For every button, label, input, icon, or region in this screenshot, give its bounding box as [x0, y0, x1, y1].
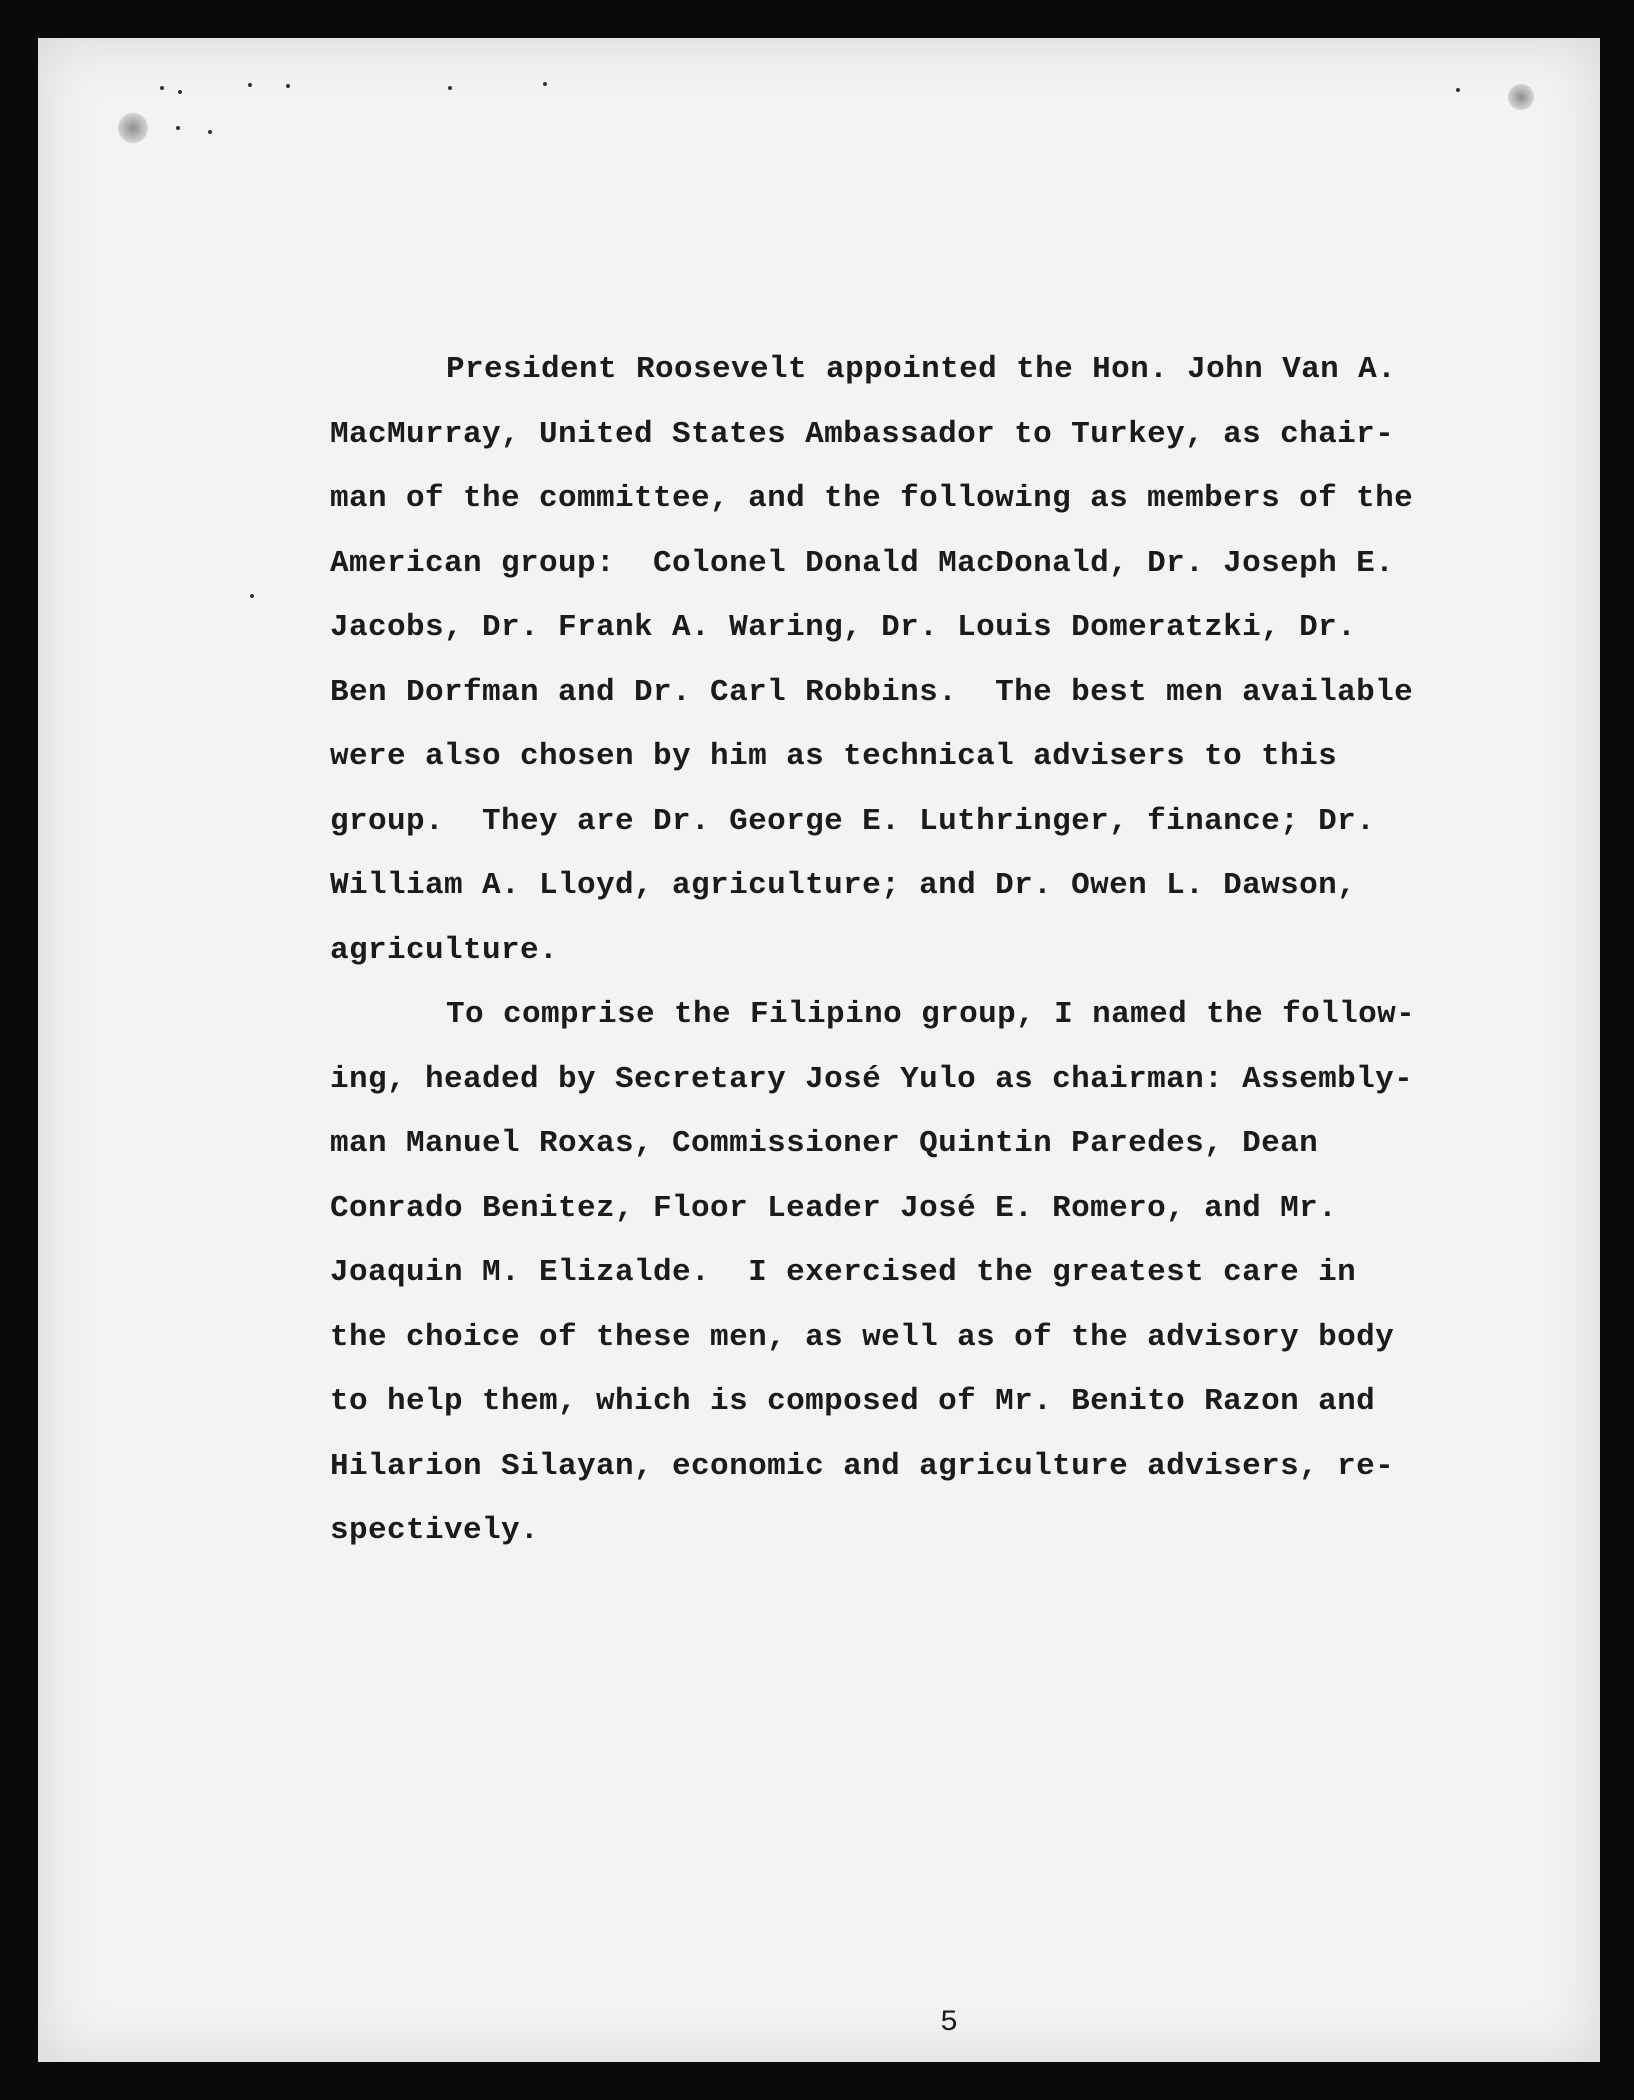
- text-line: Hilarion Silayan, economic and agriculture advisers, re-: [330, 1448, 1395, 1484]
- scan-speck: [250, 594, 254, 598]
- text-line: Joaquin M. Elizalde. I exercised the greatest care in: [330, 1255, 1357, 1290]
- text-line: Jacobs, Dr. Frank A. Waring, Dr. Louis Domeratzki, Dr.: [330, 610, 1357, 645]
- text-line: American group: Colonel Donald MacDonald, Dr. Joseph E.: [330, 545, 1395, 581]
- scan-speck: [176, 126, 180, 130]
- scan-smudge: [1508, 84, 1534, 110]
- text-line: Ben Dorfman and Dr. Carl Robbins. The best men available: [330, 674, 1414, 710]
- paper-sheet: [38, 38, 1600, 2062]
- text-line: spectively.: [330, 1513, 540, 1548]
- scan-speck: [286, 84, 290, 88]
- scan-speck: [178, 90, 182, 94]
- scan-speck: [448, 86, 452, 90]
- text-line: ing, headed by Secretary José Yulo as chairman: Assembly-: [330, 1061, 1414, 1097]
- scan-speck: [160, 86, 164, 90]
- scan-speck: [543, 82, 547, 86]
- text-line: President Roosevelt appointed the Hon. John Van A.: [446, 352, 1397, 387]
- paragraph: [330, 983, 1510, 1564]
- document-body: [330, 338, 1510, 1564]
- text-line: man of the committee, and the following as members of the: [330, 481, 1414, 516]
- text-line: were also chosen by him as technical advisers to this: [330, 739, 1338, 774]
- text-line: group. They are Dr. George E. Luthringer, finance; Dr.: [330, 803, 1376, 839]
- text-line: MacMurray, United States Ambassador to Turkey, as chair-: [330, 416, 1395, 452]
- scan-speck: [208, 130, 212, 134]
- text-line: the choice of these men, as well as of the advisory body: [330, 1319, 1395, 1355]
- text-line: William A. Lloyd, agriculture; and Dr. Owen L. Dawson,: [330, 868, 1357, 903]
- scan-speck: [1456, 88, 1460, 92]
- text-line: to help them, which is composed of Mr. Benito Razon and: [330, 1384, 1376, 1419]
- text-line: man Manuel Roxas, Commissioner Quintin Paredes, Dean: [330, 1126, 1319, 1161]
- paragraph: [330, 338, 1510, 983]
- text-line: Conrado Benitez, Floor Leader José E. Romero, and Mr.: [330, 1190, 1338, 1226]
- text-line: agriculture.: [330, 932, 559, 968]
- scan-speck: [248, 83, 252, 87]
- text-line: To comprise the Filipino group, I named the follow-: [446, 997, 1416, 1032]
- page-number: 5: [940, 2006, 959, 2040]
- scan-smudge: [118, 113, 148, 143]
